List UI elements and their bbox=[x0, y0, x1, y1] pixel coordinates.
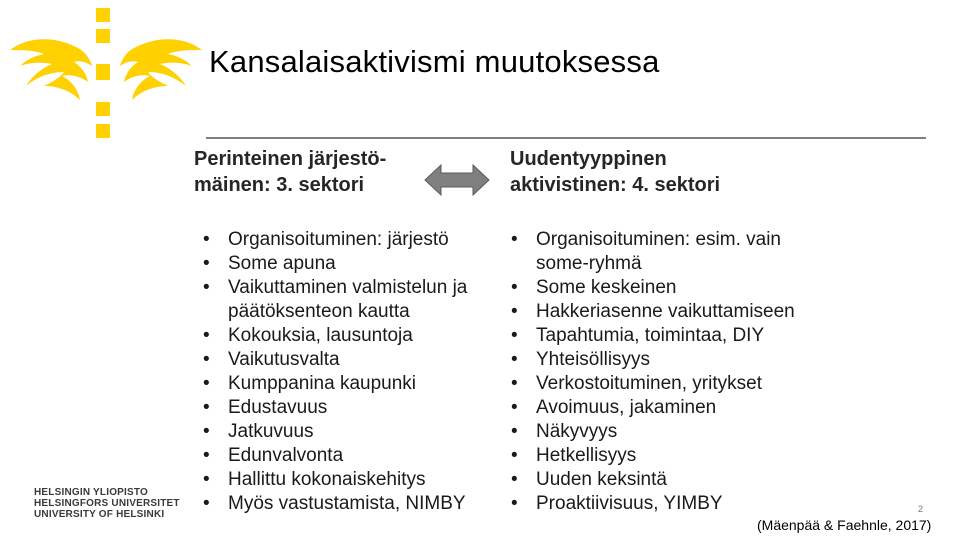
list-item: • Näkyvyys bbox=[506, 420, 796, 444]
list-item: • Some apuna bbox=[198, 252, 478, 276]
right-heading-line1: Uudentyyppinen bbox=[510, 148, 667, 170]
list-item: • Proaktiivisuus, YIMBY bbox=[506, 492, 796, 516]
list-item: • Hakkeriasenne vaikuttamiseen bbox=[506, 300, 796, 324]
list-item: • Avoimuus, jakaminen bbox=[506, 396, 796, 420]
list-item: • Verkostoituminen, yritykset bbox=[506, 372, 796, 396]
list-item: • Some keskeinen bbox=[506, 276, 796, 300]
citation: (Mäenpää & Faehnle, 2017) bbox=[757, 517, 932, 533]
university-logo-icon bbox=[8, 6, 204, 146]
university-name-fi: HELSINGIN YLIOPISTO bbox=[34, 487, 149, 498]
left-bullet-list bbox=[198, 228, 478, 516]
list-item: • Kumppanina kaupunki bbox=[198, 372, 478, 396]
list-item: • Hallittu kokonaiskehitys bbox=[198, 468, 478, 492]
double-arrow-icon bbox=[424, 164, 490, 196]
list-item: • Tapahtumia, toimintaa, DIY bbox=[506, 324, 796, 348]
list-item: • Edustavuus bbox=[198, 396, 478, 420]
university-name-sv: HELSINGFORS UNIVERSITET bbox=[34, 498, 180, 509]
list-item: • Edunvalvonta bbox=[198, 444, 478, 468]
list-item: • Uuden keksintä bbox=[506, 468, 796, 492]
slide-number: 2 bbox=[918, 504, 924, 514]
list-item: • Jatkuvuus bbox=[198, 420, 478, 444]
left-heading-line2: mäinen: 3. sektori bbox=[194, 174, 365, 196]
university-name bbox=[34, 487, 180, 520]
title-divider bbox=[206, 137, 926, 139]
left-heading-line1: Perinteinen järjestö- bbox=[194, 148, 387, 170]
list-item: • Yhteisöllisyys bbox=[506, 348, 796, 372]
right-column-heading bbox=[510, 146, 810, 198]
university-name-en: UNIVERSITY OF HELSINKI bbox=[34, 509, 165, 520]
list-item: • Organisoituminen: järjestö bbox=[198, 228, 478, 252]
list-item: • Myös vastustamista, NIMBY bbox=[198, 492, 478, 516]
slide-title: Kansalaisaktivismi muutoksessa bbox=[209, 44, 660, 79]
list-item: • Organisoituminen: esim. vain some-ryhmä bbox=[506, 228, 796, 276]
left-column-heading bbox=[194, 146, 434, 198]
list-item: • Kokouksia, lausuntoja bbox=[198, 324, 478, 348]
list-item: • Hetkellisyys bbox=[506, 444, 796, 468]
list-item: • Vaikutusvalta bbox=[198, 348, 478, 372]
right-bullet-list bbox=[506, 228, 796, 516]
right-heading-line2: aktivistinen: 4. sektori bbox=[510, 174, 721, 196]
list-item: • Vaikuttaminen valmistelun ja päätöksenteon kautta bbox=[198, 276, 478, 324]
